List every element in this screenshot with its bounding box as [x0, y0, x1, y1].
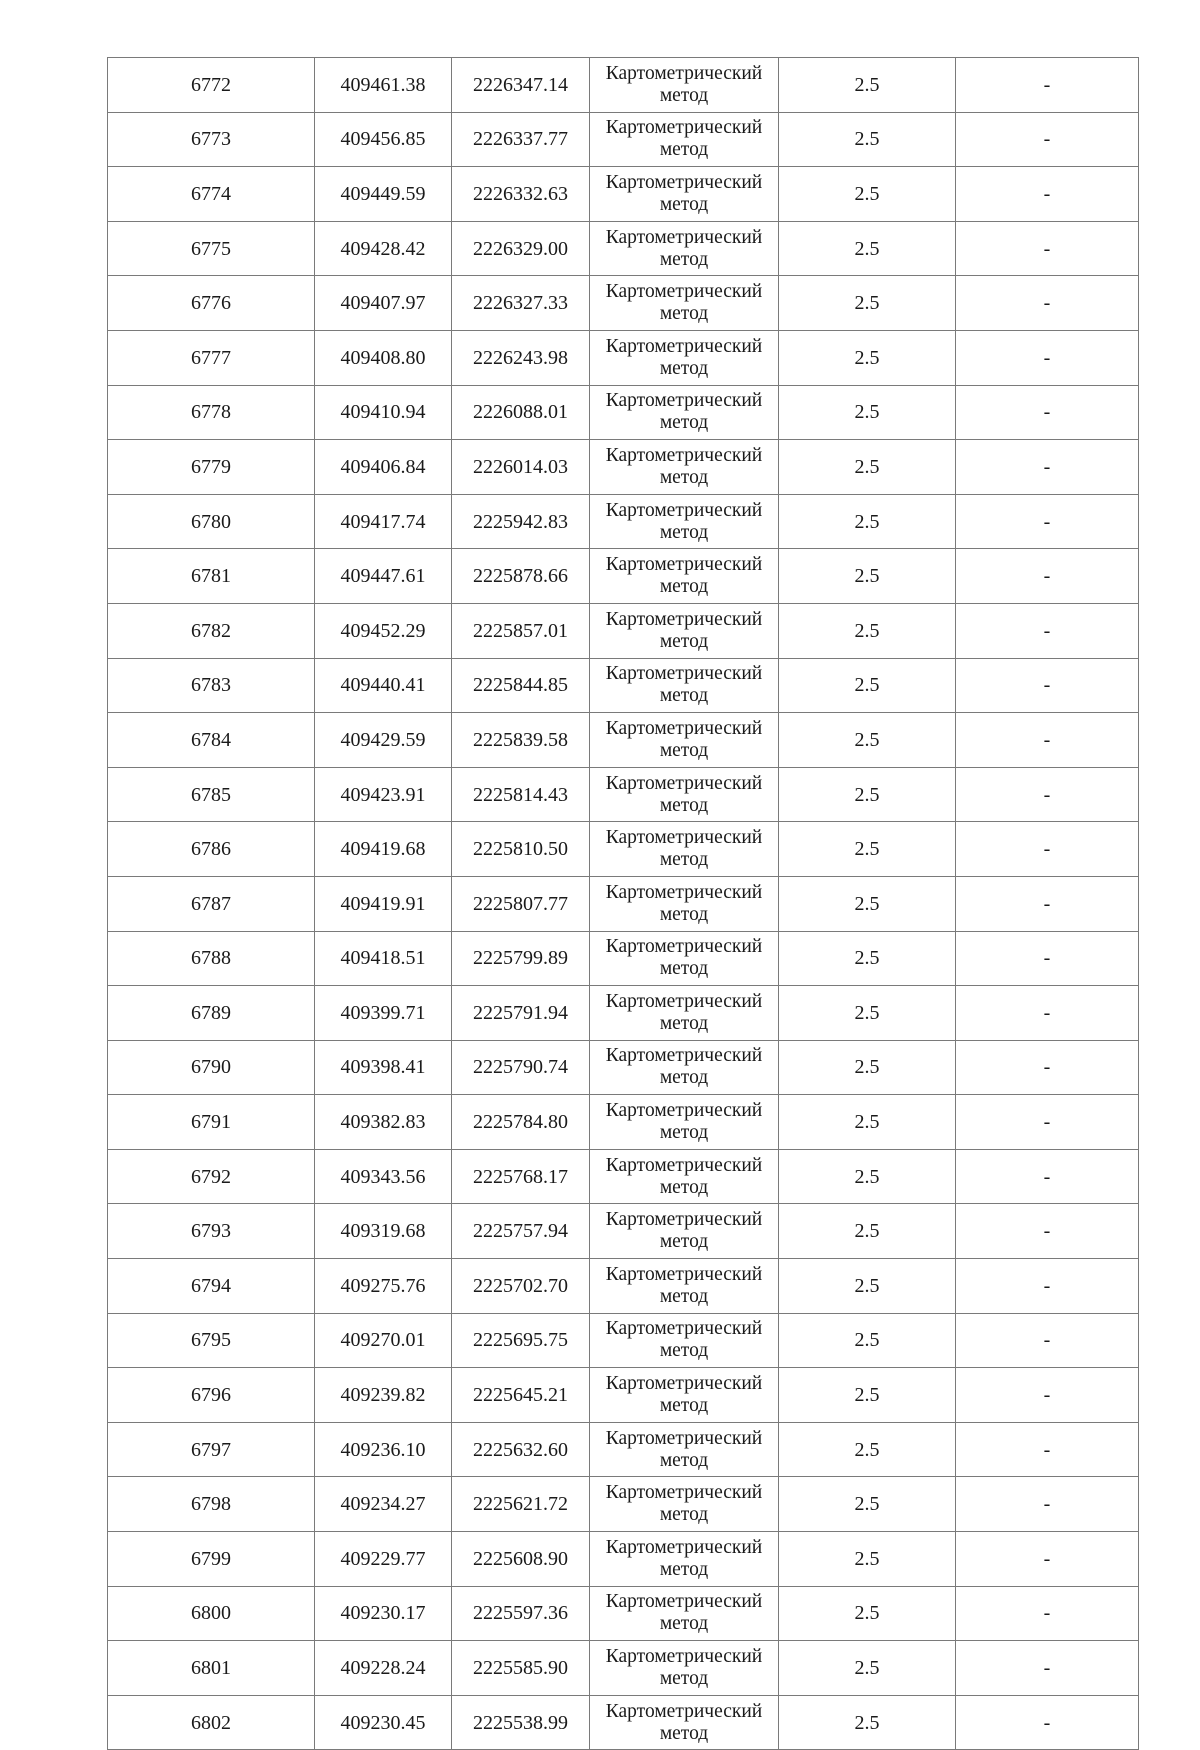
- x-coordinate-cell: 409419.91: [315, 876, 452, 931]
- method-line-1: Картометрический: [605, 62, 763, 84]
- table-row: [108, 713, 1139, 768]
- point-number-cell: 6775: [108, 221, 315, 276]
- y-coordinate-cell: 2225878.66: [452, 549, 590, 604]
- x-coordinate-cell: 409417.74: [315, 494, 452, 549]
- method-line-1: Картометрический: [605, 1154, 763, 1176]
- y-coordinate-cell: 2225790.74: [452, 1040, 590, 1095]
- precision-cell: 2.5: [779, 494, 956, 549]
- y-coordinate-cell: 2225810.50: [452, 822, 590, 877]
- method-line-2: метод: [659, 1722, 709, 1744]
- method-cell: [590, 767, 779, 822]
- note-cell: -: [956, 549, 1139, 604]
- method-line-1: Картометрический: [605, 1045, 763, 1067]
- table-row: [108, 494, 1139, 549]
- table-row: [108, 1641, 1139, 1696]
- precision-cell: 2.5: [779, 549, 956, 604]
- y-coordinate-cell: 2226014.03: [452, 440, 590, 495]
- method-line-2: метод: [659, 303, 709, 325]
- y-coordinate-cell: 2225807.77: [452, 876, 590, 931]
- table-row: [108, 876, 1139, 931]
- method-line-1: Картометрический: [605, 1263, 763, 1285]
- precision-cell: 2.5: [779, 1695, 956, 1750]
- precision-cell: 2.5: [779, 603, 956, 658]
- table-row: [108, 112, 1139, 167]
- note-cell: -: [956, 1368, 1139, 1423]
- method-line-1: Картометрический: [605, 499, 763, 521]
- table-row: [108, 167, 1139, 222]
- table-row: [108, 1422, 1139, 1477]
- y-coordinate-cell: 2226327.33: [452, 276, 590, 331]
- note-cell: -: [956, 112, 1139, 167]
- table-row: [108, 1695, 1139, 1750]
- note-cell: -: [956, 1586, 1139, 1641]
- precision-cell: 2.5: [779, 1368, 956, 1423]
- point-number-cell: 6802: [108, 1695, 315, 1750]
- method-line-1: Картометрический: [605, 1700, 763, 1722]
- precision-cell: 2.5: [779, 1313, 956, 1368]
- table-row: [108, 549, 1139, 604]
- y-coordinate-cell: 2226332.63: [452, 167, 590, 222]
- note-cell: -: [956, 822, 1139, 877]
- method-line-2: метод: [659, 685, 709, 707]
- note-cell: -: [956, 1259, 1139, 1314]
- x-coordinate-cell: 409319.68: [315, 1204, 452, 1259]
- x-coordinate-cell: 409429.59: [315, 713, 452, 768]
- point-number-cell: 6780: [108, 494, 315, 549]
- method-line-1: Картометрический: [605, 1482, 763, 1504]
- table-row: [108, 603, 1139, 658]
- point-number-cell: 6796: [108, 1368, 315, 1423]
- point-number-cell: 6778: [108, 385, 315, 440]
- x-coordinate-cell: 409382.83: [315, 1095, 452, 1150]
- method-cell: [590, 1695, 779, 1750]
- y-coordinate-cell: 2225757.94: [452, 1204, 590, 1259]
- method-cell: [590, 1149, 779, 1204]
- method-line-1: Картометрический: [605, 936, 763, 958]
- method-line-1: Картометрический: [605, 881, 763, 903]
- note-cell: -: [956, 1040, 1139, 1095]
- precision-cell: 2.5: [779, 1149, 956, 1204]
- note-cell: -: [956, 986, 1139, 1041]
- y-coordinate-cell: 2225799.89: [452, 931, 590, 986]
- method-line-2: метод: [659, 139, 709, 161]
- y-coordinate-cell: 2225768.17: [452, 1149, 590, 1204]
- method-line-2: метод: [659, 1285, 709, 1307]
- table-row: [108, 1149, 1139, 1204]
- y-coordinate-cell: 2226337.77: [452, 112, 590, 167]
- precision-cell: 2.5: [779, 385, 956, 440]
- x-coordinate-cell: 409234.27: [315, 1477, 452, 1532]
- precision-cell: 2.5: [779, 1422, 956, 1477]
- coordinates-table-body: [108, 58, 1139, 1750]
- table-row: [108, 822, 1139, 877]
- method-cell: [590, 112, 779, 167]
- y-coordinate-cell: 2226088.01: [452, 385, 590, 440]
- table-row: [108, 1095, 1139, 1150]
- x-coordinate-cell: 409407.97: [315, 276, 452, 331]
- method-line-1: Картометрический: [605, 171, 763, 193]
- note-cell: -: [956, 385, 1139, 440]
- x-coordinate-cell: 409423.91: [315, 767, 452, 822]
- point-number-cell: 6798: [108, 1477, 315, 1532]
- method-line-2: метод: [659, 1122, 709, 1144]
- method-line-1: Картометрический: [605, 335, 763, 357]
- x-coordinate-cell: 409270.01: [315, 1313, 452, 1368]
- note-cell: -: [956, 713, 1139, 768]
- method-cell: [590, 58, 779, 113]
- y-coordinate-cell: 2225632.60: [452, 1422, 590, 1477]
- y-coordinate-cell: 2225538.99: [452, 1695, 590, 1750]
- note-cell: -: [956, 1695, 1139, 1750]
- table-row: [108, 1040, 1139, 1095]
- point-number-cell: 6799: [108, 1532, 315, 1587]
- y-coordinate-cell: 2225597.36: [452, 1586, 590, 1641]
- table-row: [108, 1532, 1139, 1587]
- point-number-cell: 6789: [108, 986, 315, 1041]
- table-row: [108, 221, 1139, 276]
- method-line-2: метод: [659, 84, 709, 106]
- table-row: [108, 1586, 1139, 1641]
- y-coordinate-cell: 2226329.00: [452, 221, 590, 276]
- y-coordinate-cell: 2225608.90: [452, 1532, 590, 1587]
- method-cell: [590, 494, 779, 549]
- method-line-2: метод: [659, 1340, 709, 1362]
- note-cell: -: [956, 1422, 1139, 1477]
- x-coordinate-cell: 409239.82: [315, 1368, 452, 1423]
- y-coordinate-cell: 2225791.94: [452, 986, 590, 1041]
- note-cell: -: [956, 167, 1139, 222]
- point-number-cell: 6790: [108, 1040, 315, 1095]
- y-coordinate-cell: 2226243.98: [452, 330, 590, 385]
- note-cell: -: [956, 1532, 1139, 1587]
- point-number-cell: 6781: [108, 549, 315, 604]
- method-cell: [590, 1641, 779, 1696]
- method-cell: [590, 876, 779, 931]
- precision-cell: 2.5: [779, 112, 956, 167]
- method-line-1: Картометрический: [605, 1536, 763, 1558]
- method-line-2: метод: [659, 794, 709, 816]
- method-line-1: Картометрический: [605, 717, 763, 739]
- y-coordinate-cell: 2225839.58: [452, 713, 590, 768]
- method-cell: [590, 549, 779, 604]
- point-number-cell: 6800: [108, 1586, 315, 1641]
- x-coordinate-cell: 409456.85: [315, 112, 452, 167]
- method-line-1: Картометрический: [605, 444, 763, 466]
- method-line-2: метод: [659, 1395, 709, 1417]
- method-line-1: Картометрический: [605, 1427, 763, 1449]
- method-cell: [590, 385, 779, 440]
- point-number-cell: 6794: [108, 1259, 315, 1314]
- method-cell: [590, 931, 779, 986]
- method-line-2: метод: [659, 1504, 709, 1526]
- table-row: [108, 1313, 1139, 1368]
- table-row: [108, 931, 1139, 986]
- precision-cell: 2.5: [779, 986, 956, 1041]
- x-coordinate-cell: 409408.80: [315, 330, 452, 385]
- table-row: [108, 385, 1139, 440]
- table-row: [108, 986, 1139, 1041]
- method-line-2: метод: [659, 521, 709, 543]
- method-cell: [590, 986, 779, 1041]
- y-coordinate-cell: 2225857.01: [452, 603, 590, 658]
- precision-cell: 2.5: [779, 767, 956, 822]
- method-cell: [590, 330, 779, 385]
- method-line-2: метод: [659, 1449, 709, 1471]
- table-row: [108, 1204, 1139, 1259]
- method-cell: [590, 1532, 779, 1587]
- table-row: [108, 330, 1139, 385]
- method-line-2: метод: [659, 412, 709, 434]
- method-line-1: Картометрический: [605, 772, 763, 794]
- x-coordinate-cell: 409452.29: [315, 603, 452, 658]
- point-number-cell: 6776: [108, 276, 315, 331]
- precision-cell: 2.5: [779, 1040, 956, 1095]
- x-coordinate-cell: 409399.71: [315, 986, 452, 1041]
- method-line-1: Картометрический: [605, 117, 763, 139]
- y-coordinate-cell: 2225695.75: [452, 1313, 590, 1368]
- note-cell: -: [956, 1204, 1139, 1259]
- method-cell: [590, 167, 779, 222]
- note-cell: -: [956, 1149, 1139, 1204]
- method-line-2: метод: [659, 1067, 709, 1089]
- y-coordinate-cell: 2225784.80: [452, 1095, 590, 1150]
- precision-cell: 2.5: [779, 330, 956, 385]
- method-cell: [590, 440, 779, 495]
- method-line-2: метод: [659, 1012, 709, 1034]
- note-cell: -: [956, 1313, 1139, 1368]
- y-coordinate-cell: 2225844.85: [452, 658, 590, 713]
- point-number-cell: 6772: [108, 58, 315, 113]
- method-line-1: Картометрический: [605, 554, 763, 576]
- y-coordinate-cell: 2225814.43: [452, 767, 590, 822]
- method-cell: [590, 1313, 779, 1368]
- table-row: [108, 1368, 1139, 1423]
- method-line-2: метод: [659, 248, 709, 270]
- method-line-1: Картометрический: [605, 226, 763, 248]
- method-cell: [590, 1259, 779, 1314]
- y-coordinate-cell: 2226347.14: [452, 58, 590, 113]
- method-line-1: Картометрический: [605, 281, 763, 303]
- precision-cell: 2.5: [779, 167, 956, 222]
- note-cell: -: [956, 494, 1139, 549]
- precision-cell: 2.5: [779, 1095, 956, 1150]
- x-coordinate-cell: 409229.77: [315, 1532, 452, 1587]
- method-line-1: Картометрический: [605, 663, 763, 685]
- method-line-1: Картометрический: [605, 1646, 763, 1668]
- x-coordinate-cell: 409230.45: [315, 1695, 452, 1750]
- point-number-cell: 6777: [108, 330, 315, 385]
- point-number-cell: 6786: [108, 822, 315, 877]
- point-number-cell: 6773: [108, 112, 315, 167]
- method-cell: [590, 1095, 779, 1150]
- method-line-2: метод: [659, 576, 709, 598]
- point-number-cell: 6793: [108, 1204, 315, 1259]
- table-row: [108, 440, 1139, 495]
- note-cell: -: [956, 1095, 1139, 1150]
- note-cell: -: [956, 330, 1139, 385]
- point-number-cell: 6779: [108, 440, 315, 495]
- method-line-1: Картометрический: [605, 1209, 763, 1231]
- method-line-2: метод: [659, 1613, 709, 1635]
- table-row: [108, 276, 1139, 331]
- method-line-1: Картометрический: [605, 1318, 763, 1340]
- method-line-1: Картометрический: [605, 990, 763, 1012]
- x-coordinate-cell: 409440.41: [315, 658, 452, 713]
- method-line-2: метод: [659, 1558, 709, 1580]
- method-line-1: Картометрический: [605, 1100, 763, 1122]
- coordinates-table: [107, 57, 1139, 1750]
- x-coordinate-cell: 409228.24: [315, 1641, 452, 1696]
- method-line-2: метод: [659, 466, 709, 488]
- y-coordinate-cell: 2225621.72: [452, 1477, 590, 1532]
- x-coordinate-cell: 409461.38: [315, 58, 452, 113]
- table-row: [108, 1477, 1139, 1532]
- method-cell: [590, 1422, 779, 1477]
- note-cell: -: [956, 58, 1139, 113]
- precision-cell: 2.5: [779, 876, 956, 931]
- x-coordinate-cell: 409418.51: [315, 931, 452, 986]
- note-cell: -: [956, 440, 1139, 495]
- method-line-2: метод: [659, 357, 709, 379]
- method-line-2: метод: [659, 1231, 709, 1253]
- y-coordinate-cell: 2225942.83: [452, 494, 590, 549]
- note-cell: -: [956, 221, 1139, 276]
- method-line-2: метод: [659, 193, 709, 215]
- y-coordinate-cell: 2225585.90: [452, 1641, 590, 1696]
- point-number-cell: 6782: [108, 603, 315, 658]
- point-number-cell: 6788: [108, 931, 315, 986]
- point-number-cell: 6774: [108, 167, 315, 222]
- x-coordinate-cell: 409230.17: [315, 1586, 452, 1641]
- table-row: [108, 1259, 1139, 1314]
- method-line-2: метод: [659, 903, 709, 925]
- precision-cell: 2.5: [779, 1259, 956, 1314]
- precision-cell: 2.5: [779, 440, 956, 495]
- method-cell: [590, 1368, 779, 1423]
- point-number-cell: 6801: [108, 1641, 315, 1696]
- method-cell: [590, 713, 779, 768]
- precision-cell: 2.5: [779, 658, 956, 713]
- precision-cell: 2.5: [779, 276, 956, 331]
- note-cell: -: [956, 876, 1139, 931]
- x-coordinate-cell: 409428.42: [315, 221, 452, 276]
- precision-cell: 2.5: [779, 822, 956, 877]
- method-line-2: метод: [659, 739, 709, 761]
- method-line-2: метод: [659, 1176, 709, 1198]
- note-cell: -: [956, 658, 1139, 713]
- x-coordinate-cell: 409419.68: [315, 822, 452, 877]
- method-line-1: Картометрический: [605, 1373, 763, 1395]
- x-coordinate-cell: 409406.84: [315, 440, 452, 495]
- point-number-cell: 6797: [108, 1422, 315, 1477]
- note-cell: -: [956, 1477, 1139, 1532]
- precision-cell: 2.5: [779, 1532, 956, 1587]
- point-number-cell: 6787: [108, 876, 315, 931]
- point-number-cell: 6791: [108, 1095, 315, 1150]
- point-number-cell: 6784: [108, 713, 315, 768]
- x-coordinate-cell: 409410.94: [315, 385, 452, 440]
- table-row: [108, 58, 1139, 113]
- x-coordinate-cell: 409449.59: [315, 167, 452, 222]
- method-line-2: метод: [659, 958, 709, 980]
- x-coordinate-cell: 409398.41: [315, 1040, 452, 1095]
- method-cell: [590, 658, 779, 713]
- precision-cell: 2.5: [779, 221, 956, 276]
- method-cell: [590, 1477, 779, 1532]
- precision-cell: 2.5: [779, 931, 956, 986]
- method-cell: [590, 1204, 779, 1259]
- x-coordinate-cell: 409275.76: [315, 1259, 452, 1314]
- point-number-cell: 6785: [108, 767, 315, 822]
- note-cell: -: [956, 931, 1139, 986]
- method-cell: [590, 1586, 779, 1641]
- precision-cell: 2.5: [779, 1477, 956, 1532]
- x-coordinate-cell: 409236.10: [315, 1422, 452, 1477]
- method-cell: [590, 603, 779, 658]
- y-coordinate-cell: 2225702.70: [452, 1259, 590, 1314]
- table-row: [108, 767, 1139, 822]
- point-number-cell: 6795: [108, 1313, 315, 1368]
- precision-cell: 2.5: [779, 1204, 956, 1259]
- method-cell: [590, 822, 779, 877]
- method-line-2: метод: [659, 630, 709, 652]
- method-cell: [590, 1040, 779, 1095]
- method-cell: [590, 276, 779, 331]
- note-cell: -: [956, 1641, 1139, 1696]
- method-line-1: Картометрический: [605, 608, 763, 630]
- note-cell: -: [956, 603, 1139, 658]
- precision-cell: 2.5: [779, 1586, 956, 1641]
- method-line-2: метод: [659, 1668, 709, 1690]
- method-line-1: Картометрический: [605, 1591, 763, 1613]
- point-number-cell: 6783: [108, 658, 315, 713]
- precision-cell: 2.5: [779, 1641, 956, 1696]
- x-coordinate-cell: 409447.61: [315, 549, 452, 604]
- method-line-2: метод: [659, 849, 709, 871]
- note-cell: -: [956, 767, 1139, 822]
- point-number-cell: 6792: [108, 1149, 315, 1204]
- method-line-1: Картометрический: [605, 827, 763, 849]
- precision-cell: 2.5: [779, 58, 956, 113]
- method-line-1: Картометрический: [605, 390, 763, 412]
- method-cell: [590, 221, 779, 276]
- note-cell: -: [956, 276, 1139, 331]
- precision-cell: 2.5: [779, 713, 956, 768]
- table-row: [108, 658, 1139, 713]
- x-coordinate-cell: 409343.56: [315, 1149, 452, 1204]
- y-coordinate-cell: 2225645.21: [452, 1368, 590, 1423]
